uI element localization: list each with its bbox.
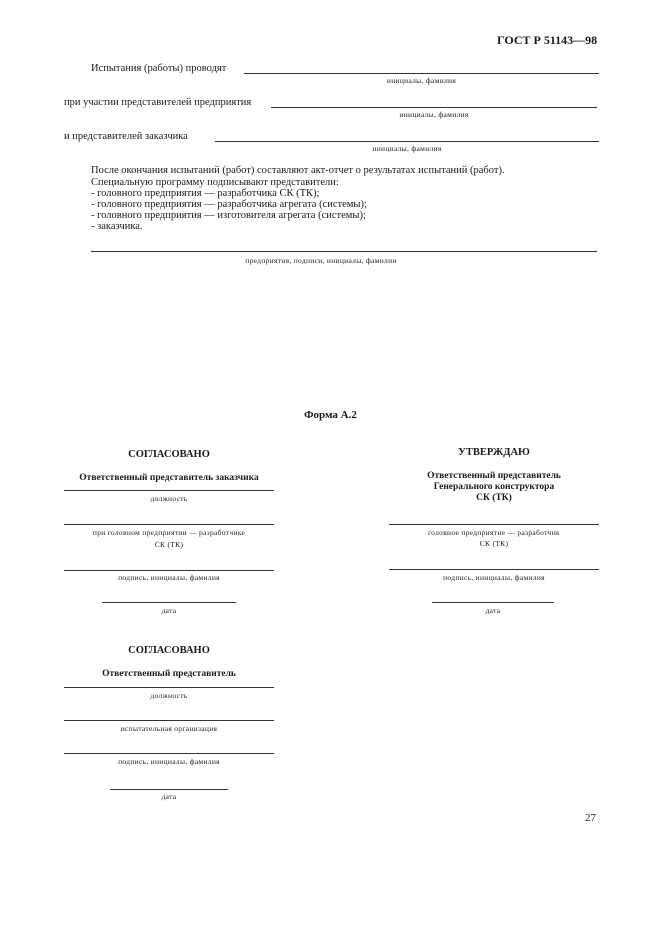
signature-caption: подпись, инициалы, фамилия	[443, 573, 545, 582]
signer-list-item: - головного предприятия — разработчика СК (ТК);	[91, 188, 320, 199]
conducted-by-caption: инициалы, фамилия	[386, 76, 457, 85]
signers-intro: Специальную программу подписывают представители:	[91, 177, 339, 188]
conducted-by-line[interactable]	[244, 73, 599, 74]
enterprise-reps-label: при участии представителей предприятия	[64, 97, 252, 108]
agreed-heading: СОГЛАСОВАНО	[128, 449, 210, 460]
responsible-rep-heading: Ответственный представитель	[102, 669, 236, 679]
signature-line[interactable]	[64, 753, 274, 754]
position-line[interactable]	[64, 687, 274, 688]
customer-reps-line[interactable]	[215, 141, 599, 142]
chief-designer-sk-heading: СК (ТК)	[476, 493, 512, 503]
enterprise-reps-caption: инициалы, фамилия	[399, 110, 469, 119]
chief-designer-heading: Генерального конструктора	[433, 482, 555, 492]
page-number: 27	[585, 812, 596, 824]
signature-line[interactable]	[64, 570, 274, 571]
developer-caption-sk: СК (ТК)	[479, 539, 509, 548]
date-caption: дата	[485, 606, 501, 615]
date-line[interactable]	[102, 602, 236, 603]
standard-number: ГОСТ Р 51143—98	[497, 33, 598, 47]
developer-line[interactable]	[389, 524, 599, 525]
test-org-line[interactable]	[64, 720, 274, 721]
signer-list-item: - головного предприятия — разработчика агрегата (системы);	[91, 199, 367, 210]
form-title: Форма А.2	[304, 409, 357, 421]
signatures-caption: предприятия, подписи, инициалы, фамилии	[245, 256, 397, 265]
customer-reps-caption: инициалы, фамилия	[372, 144, 442, 153]
enterprise-reps-line[interactable]	[271, 107, 597, 108]
signature-caption: подпись, инициалы, фамилия	[118, 757, 220, 766]
date-line[interactable]	[110, 789, 228, 790]
position-caption: должность	[150, 494, 188, 503]
position-line[interactable]	[64, 490, 274, 491]
conducted-by-label: Испытания (работы) проводят	[91, 63, 227, 74]
chief-designer-rep-heading: Ответственный представитель	[427, 471, 561, 481]
test-org-caption: испытательная организация	[120, 724, 218, 733]
position-caption: должность	[150, 691, 188, 700]
date-caption: дата	[161, 606, 177, 615]
agreed-heading: СОГЛАСОВАНО	[128, 645, 210, 656]
signature-caption: подпись, инициалы, фамилия	[118, 573, 220, 582]
date-line[interactable]	[432, 602, 554, 603]
report-paragraph: После окончания испытаний (работ) составляют акт-отчет о результатах испытаний (работ).	[91, 165, 505, 176]
signer-list-item: - заказчика.	[91, 221, 143, 232]
approve-heading: УТВЕРЖДАЮ	[458, 447, 530, 458]
signatures-line[interactable]	[91, 251, 597, 252]
enterprise-caption-sk: СК (ТК)	[154, 540, 184, 549]
developer-caption: головное предприятие — разработчик	[427, 528, 561, 537]
date-caption: дата	[161, 792, 177, 801]
enterprise-caption: при головном предприятии — разработчике	[92, 528, 246, 537]
signature-line[interactable]	[389, 569, 599, 570]
enterprise-line[interactable]	[64, 524, 274, 525]
customer-reps-label: и представителей заказчика	[64, 131, 188, 142]
customer-rep-heading: Ответственный представитель заказчика	[79, 473, 259, 483]
signer-list-item: - головного предприятия — изготовителя агрегата (системы);	[91, 210, 366, 221]
